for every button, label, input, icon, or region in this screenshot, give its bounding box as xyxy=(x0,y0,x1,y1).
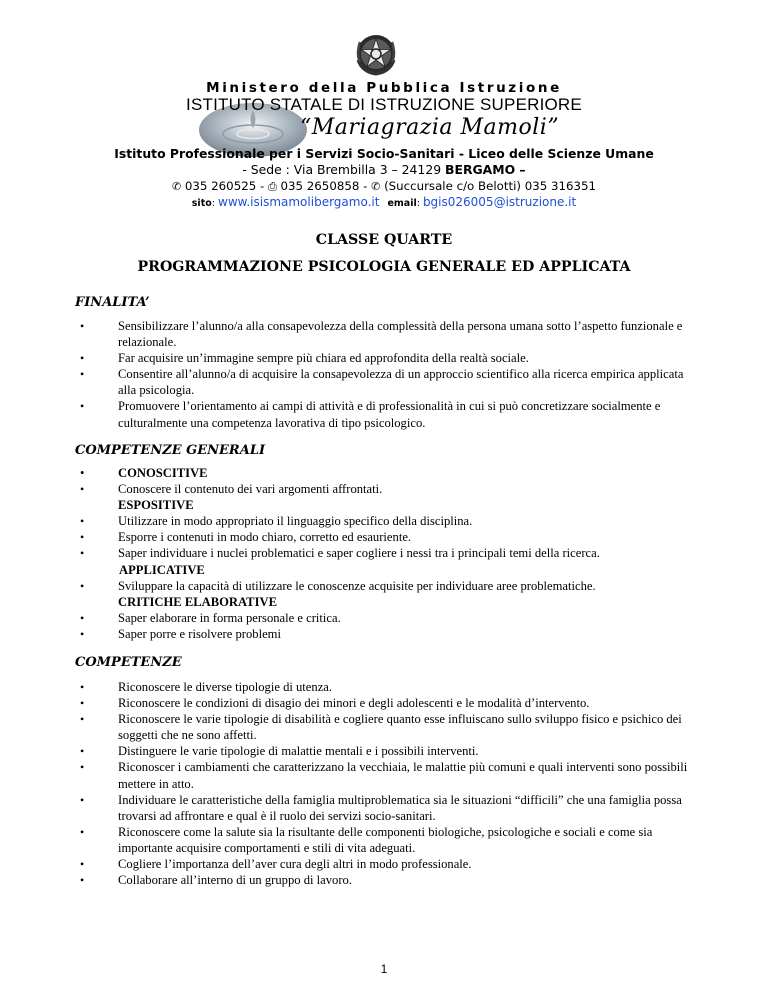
class-title: CLASSE QUARTE xyxy=(315,232,453,248)
list-item: • Cogliere l’importanza dell’aver cura degli altri in modo professionale. xyxy=(80,856,690,872)
competenze-generali-list xyxy=(80,465,690,642)
list-item: • Riconoscere come la salute sia la risultante delle componenti biologiche, psicologiche e sociali e come sia importante acquisire comportamenti e stili di vita adeguati. xyxy=(80,824,690,856)
list-item-category: ESPOSITIVE xyxy=(118,498,194,513)
list-item-category: CRITICHE ELABORATIVE xyxy=(118,594,277,609)
list-item: • Saper porre e risolvere problemi xyxy=(80,626,690,642)
list-item: • Sviluppare la capacità di utilizzare le conoscenze acquisite per individuare aree problematiche. xyxy=(80,578,690,594)
school-description: Istituto Professionale per i Servizi Socio-Sanitari - Liceo delle Scienze Umane xyxy=(114,146,654,161)
phone-number: 035 260525 - xyxy=(184,179,265,193)
site-link[interactable]: www.isismamolibergamo.it xyxy=(218,195,380,209)
site-label: sito xyxy=(191,198,212,209)
list-item: • Saper elaborare in forma personale e critica. xyxy=(80,610,690,626)
competenze-list xyxy=(80,679,690,888)
institute-type: ISTITUTO STATALE DI ISTRUZIONE SUPERIORE xyxy=(186,95,582,114)
list-item: • Conoscere il contenuto dei vari argomenti affrontati. xyxy=(80,481,690,497)
list-item: • Riconoscere le varie tipologie di disabilità e cogliere quanto esse influiscano sullo sviluppo fisico e psichico dei soggetti che ne sono affetti. xyxy=(80,711,690,743)
ministry-name: Ministero della Pubblica Istruzione xyxy=(206,80,562,96)
section-heading-finalita: FINALITA’ xyxy=(75,295,150,310)
school-name: “Mariagrazia Mamoli” xyxy=(300,115,560,140)
list-item: • Consentire all’alunno/a di acquisire la consapevolezza di un approccio scientifico alla ricerca empirica applicata alla psicologia. xyxy=(80,366,690,398)
list-item-category: APPLICATIVE xyxy=(119,562,205,577)
web-line: sito: www.isismamolibergamo.it email: bgis026005@istruzione.it xyxy=(191,195,577,209)
email-link[interactable]: bgis026005@istruzione.it xyxy=(422,195,577,209)
program-title: PROGRAMMAZIONE PSICOLOGIA GENERALE ED APPLICATA xyxy=(137,259,631,275)
section-heading-competenze-generali: COMPETENZE GENERALI xyxy=(75,443,266,458)
fax-number: 035 2650858 - xyxy=(280,179,368,193)
contact-line xyxy=(0,179,768,194)
address-line xyxy=(0,162,768,177)
list-item: • Individuare le caratteristiche della famiglia multiproblematica sia le situazioni “difficili” che una famiglia possa trovarsi ad affrontare e qual è il ruolo dei servizi socio-sanitari. xyxy=(80,792,690,824)
list-item: • Riconoscere le condizioni di disagio dei minori e degli adolescenti e le modalità d’intervento. xyxy=(80,695,690,711)
finalita-list xyxy=(80,318,690,431)
list-item: • Riconoscer i cambiamenti che caratterizzano la vecchiaia, le malattie più comuni e quali interventi sono possibili mettere in atto. xyxy=(80,759,690,791)
list-item: • Far acquisire un’immagine sempre più chiara ed approfondita della realtà sociale. xyxy=(80,350,690,366)
list-item: • Collaborare all’interno di un gruppo di lavoro. xyxy=(80,872,690,888)
list-item: • Utilizzare in modo appropriato il linguaggio specifico della disciplina. xyxy=(80,513,690,529)
list-item: • Sensibilizzare l’alunno/a alla consapevolezza della complessità della persona umana sotto l’aspetto funzionale e relazionale. xyxy=(80,318,690,350)
list-item: • Esporre i contenuti in modo chiaro, corretto ed esauriente. xyxy=(80,529,690,545)
email-label: email xyxy=(387,198,417,209)
list-item-category: • CONOSCITIVE xyxy=(80,466,208,480)
list-item: • Riconoscere le diverse tipologie di utenza. xyxy=(80,679,690,695)
city: BERGAMO – xyxy=(445,162,526,177)
address: - Sede : Via Brembilla 3 – 24129 xyxy=(242,162,442,177)
page-number: 1 xyxy=(380,962,388,976)
list-item: • Distinguere le varie tipologie di malattie mentali e i possibili interventi. xyxy=(80,743,690,759)
list-item: • Promuovere l’orientamento ai campi di attività e di professionalità in cui si può concretizzare socialmente e culturalmente una competenza lavorativa di tipo psicologico. xyxy=(80,398,690,430)
list-item: • Saper individuare i nuclei problematici e saper cogliere i nessi tra i principali temi della ricerca. xyxy=(80,545,690,561)
fax-icon: ⎙ xyxy=(267,180,277,193)
branch-phone: (Succursale c/o Belotti) 035 316351 xyxy=(384,179,597,193)
phone-icon: ✆ xyxy=(371,180,381,193)
emblem-icon xyxy=(352,30,400,76)
phone-icon: ✆ xyxy=(171,180,182,193)
section-heading-competenze: COMPETENZE xyxy=(75,655,182,670)
bullet: • xyxy=(80,466,85,480)
